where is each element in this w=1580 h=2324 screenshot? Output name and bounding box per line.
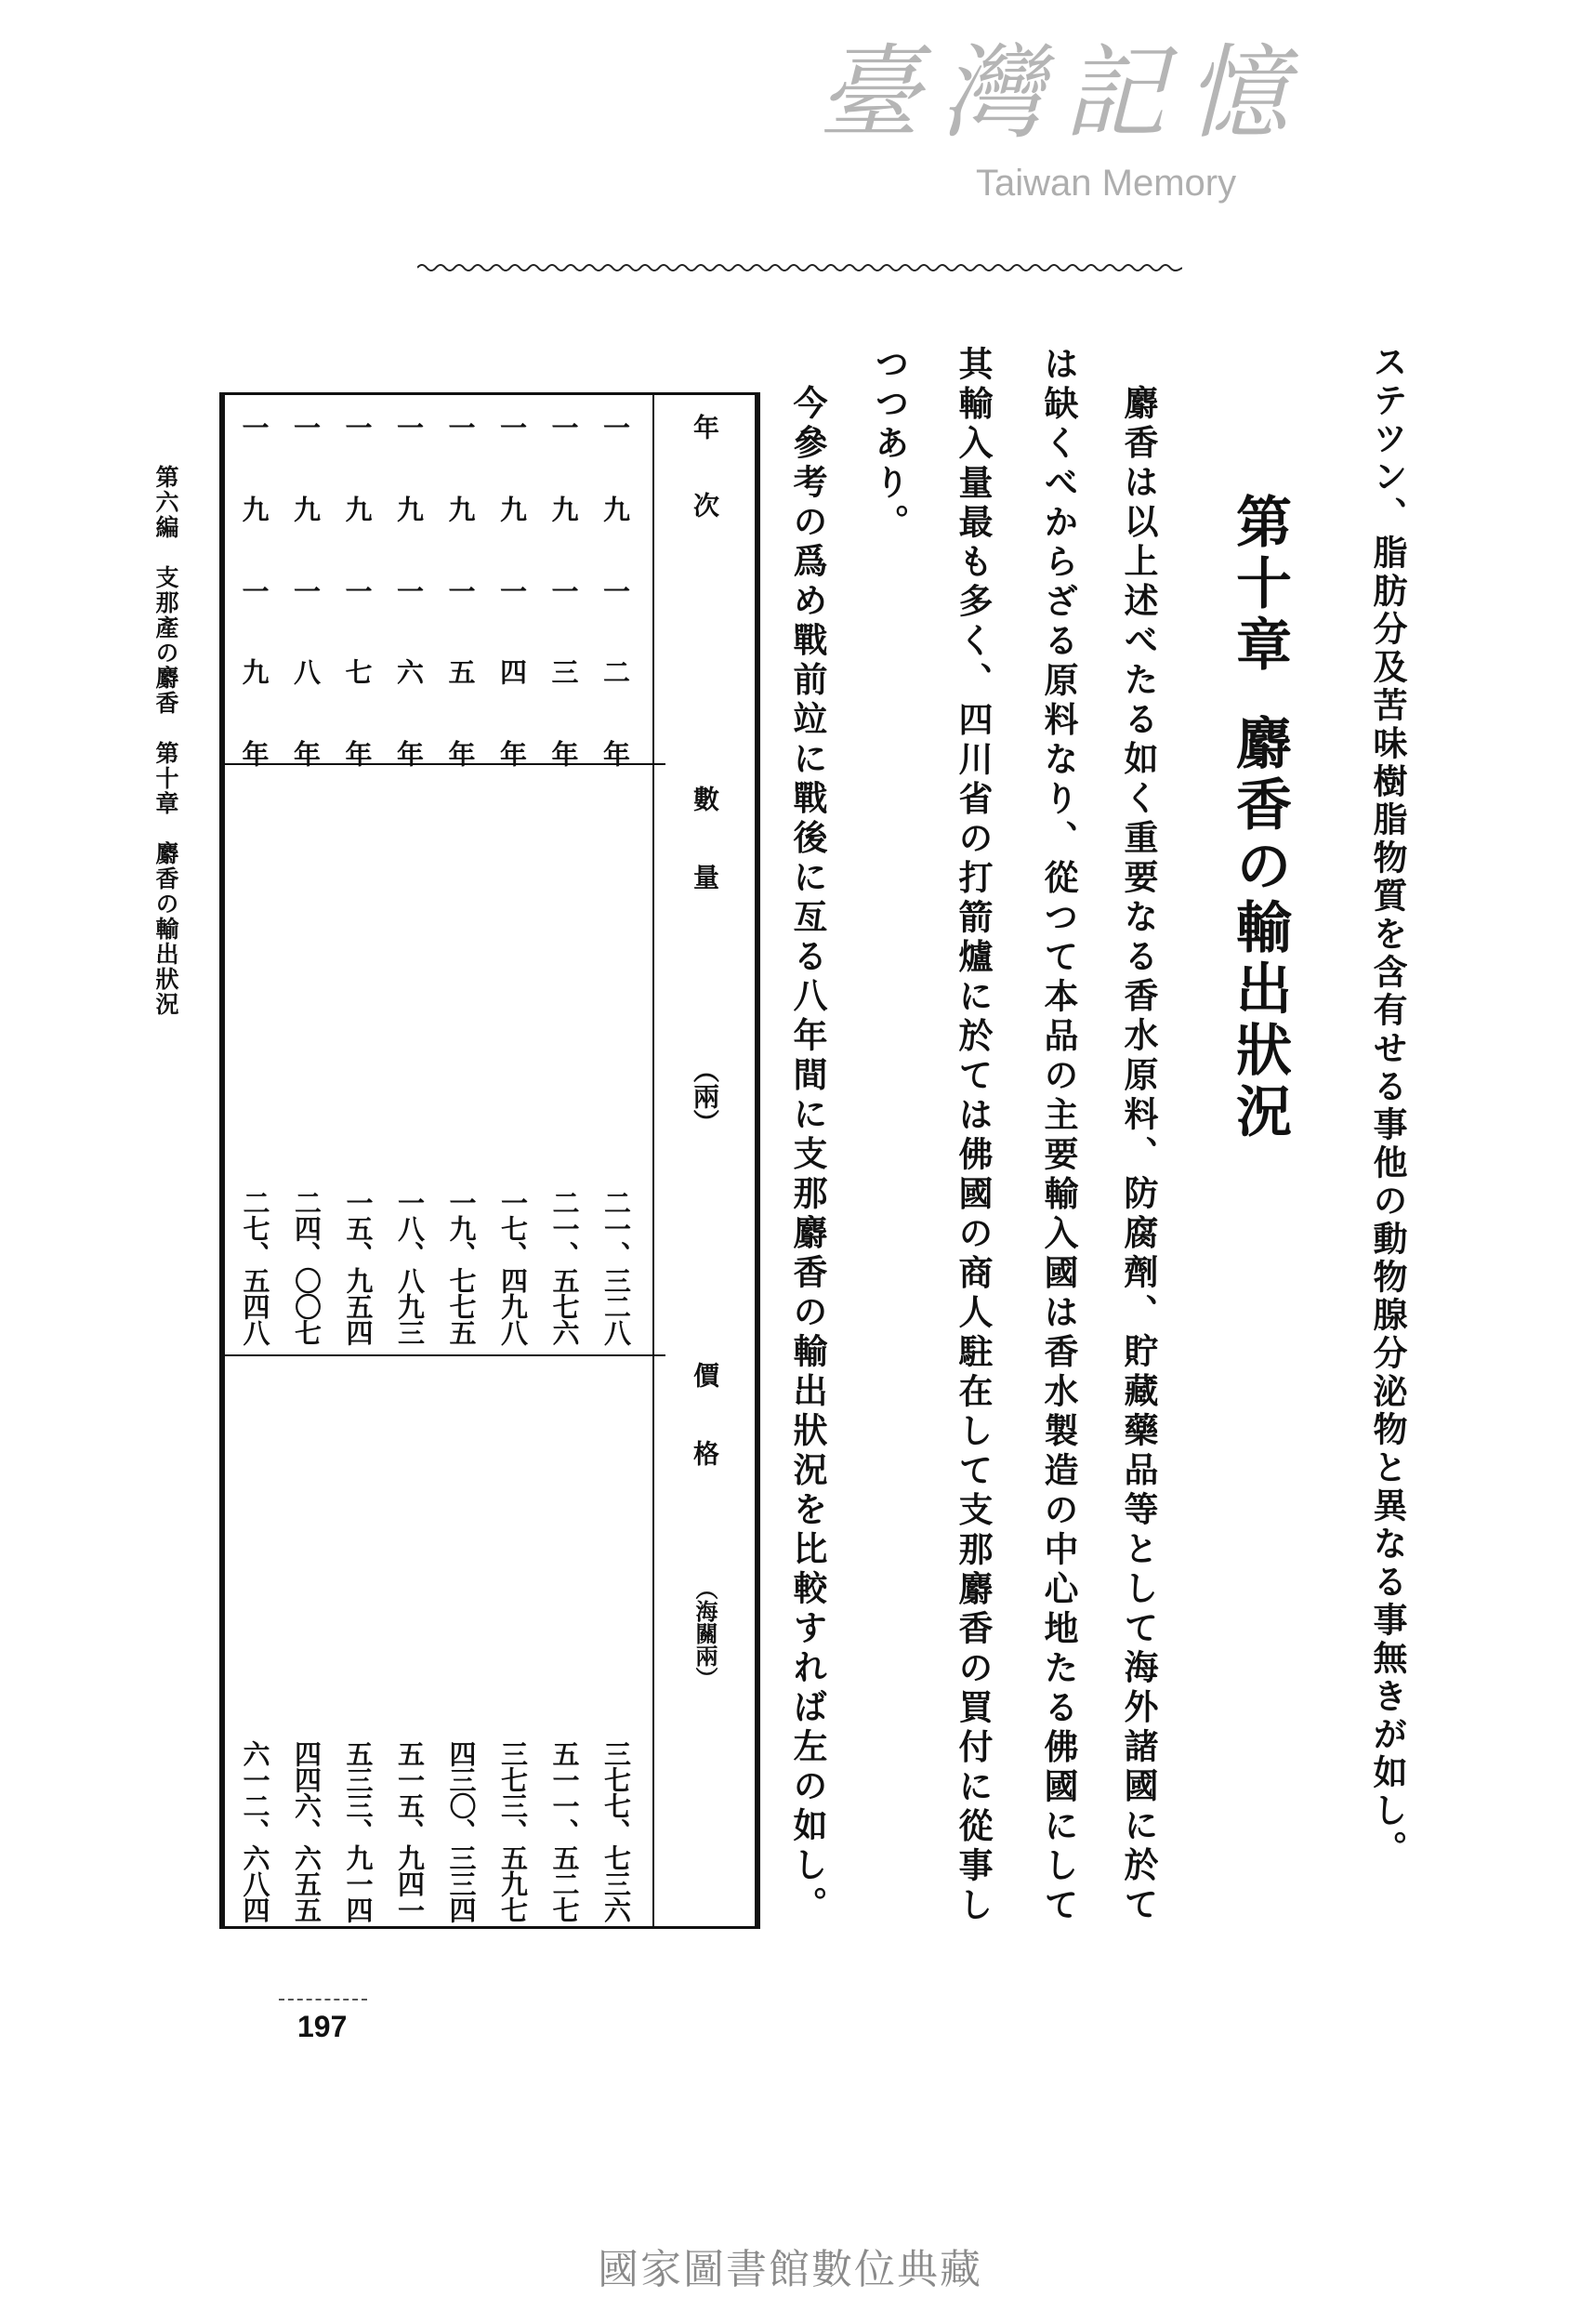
year-char: 年	[341, 740, 374, 767]
table-row	[333, 395, 384, 1926]
year-char: 一	[444, 414, 477, 441]
year-char: 年	[444, 740, 477, 767]
year-cell	[494, 414, 532, 767]
year-char: 一	[599, 414, 631, 441]
year-char: 一	[599, 576, 631, 604]
watermark-logo: 臺灣記憶	[818, 33, 1309, 152]
year-char: 九	[238, 658, 270, 686]
chapter-heading	[1219, 493, 1299, 1143]
year-char: 一	[341, 414, 374, 441]
header-price	[686, 1362, 723, 1920]
year-char: 九	[341, 495, 374, 522]
body-line-3: は缺くべからざる原料なり、從つて本品の主要輸入國は香水製造の中心地たる佛國にして	[1038, 346, 1079, 1926]
year-char: 六	[393, 658, 425, 686]
year-cell	[236, 414, 274, 767]
table-row	[590, 395, 641, 1926]
page-number: 197	[297, 2010, 348, 2043]
price-cell: 五三三、九一四	[342, 1740, 375, 1922]
year-char: 一	[393, 414, 425, 441]
body-line-1: ステツン、脂肪分及苦味樹脂物質を含有せる事他の動物腺分泌物と異なる事無きが如し。	[1367, 344, 1408, 1868]
year-char: 一	[496, 414, 528, 441]
year-cell	[546, 414, 584, 767]
price-cell: 三七七、七三六	[600, 1740, 632, 1922]
body-line-4: 其輸入量最も多く、四川省の打箭爐に於ては佛國の商人駐在して支那麝香の買付に從事し	[953, 346, 994, 1926]
quantity-cell: 二一、三二八	[600, 1189, 632, 1345]
year-char: 年	[238, 740, 270, 767]
year-cell	[287, 414, 325, 767]
year-char: 一	[547, 414, 580, 441]
chapter-number: 第十章	[1227, 493, 1292, 677]
price-cell: 四三〇、三三四	[445, 1740, 478, 1922]
table-row	[281, 395, 332, 1926]
header-price-label: 價 格	[690, 1362, 720, 1466]
body-line-2: 麝香は以上述べたる如く重要なる香水原料、防腐劑、貯藏藥品等として海外諸國に於て	[1118, 385, 1159, 1926]
year-char: 一	[341, 576, 374, 604]
chapter-title: 麝香の輸出狀況	[1227, 714, 1292, 1143]
year-char: 一	[393, 576, 425, 604]
year-cell	[339, 414, 377, 767]
year-char: 九	[444, 495, 477, 522]
year-char: 七	[341, 658, 374, 686]
body-line-5: つつあり。	[869, 346, 910, 544]
footer-archive-credit: 國家圖書館數位典藏	[598, 2246, 982, 2293]
table-row	[539, 395, 590, 1926]
quantity-cell: 一九、七七五	[445, 1189, 478, 1345]
year-char: 九	[599, 495, 631, 522]
table-header-column	[652, 395, 755, 1926]
running-header: 第六編 支那產の麝香 第十章 麝香の輸出狀況	[152, 465, 179, 1017]
year-char: 年	[393, 740, 425, 767]
year-char: 九	[238, 495, 270, 522]
year-char: 八	[290, 658, 322, 686]
header-quantity	[686, 786, 723, 1343]
quantity-cell: 二七、五四八	[239, 1189, 271, 1345]
header-quantity-label: 數 量	[690, 786, 720, 890]
watermark-text: Taiwan Memory	[976, 163, 1237, 204]
musk-export-table	[219, 392, 760, 1929]
year-char: 九	[393, 495, 425, 522]
year-char: 九	[547, 495, 580, 522]
year-char: 一	[238, 414, 270, 441]
year-char: 五	[444, 658, 477, 686]
price-cell: 六一二、六八四	[239, 1740, 271, 1922]
price-cell: 三七三、五九七	[497, 1740, 529, 1922]
year-cell	[442, 414, 481, 767]
year-char: 一	[496, 576, 528, 604]
quantity-cell: 一五、九五四	[342, 1189, 375, 1345]
quantity-cell: 二四、〇〇七	[291, 1189, 323, 1345]
year-char: 三	[547, 658, 580, 686]
table-row	[384, 395, 435, 1926]
decorative-wavy-rule	[417, 262, 1182, 273]
year-char: 一	[238, 576, 270, 604]
year-cell	[390, 414, 428, 767]
year-char: 一	[547, 576, 580, 604]
year-char: 四	[496, 658, 528, 686]
header-price-unit: （海關兩）	[691, 1578, 718, 1689]
price-cell: 五一五、九四一	[394, 1740, 426, 1922]
year-char: 年	[547, 740, 580, 767]
year-char: 年	[496, 740, 528, 767]
year-char: 一	[290, 576, 322, 604]
year-char: 年	[599, 740, 631, 767]
year-char: 九	[496, 495, 528, 522]
year-char: 一	[444, 576, 477, 604]
header-year: 年 次	[690, 414, 720, 518]
year-char: 二	[599, 658, 631, 686]
page-number-rule	[279, 1999, 367, 2000]
header-quantity-unit: （兩）	[690, 1057, 720, 1135]
body-line-6: 今參考の爲め戰前竝に戰後に亙る八年間に支那麝香の輸出狀況を比較すれば左の如し。	[787, 385, 828, 1926]
year-char: 九	[290, 495, 322, 522]
table-row	[436, 395, 487, 1926]
price-cell: 四四六、六五五	[291, 1740, 323, 1922]
price-cell: 五一一、五二七	[548, 1740, 581, 1922]
year-cell	[597, 414, 635, 767]
quantity-cell: 一七、四九八	[497, 1189, 529, 1345]
table-row	[230, 395, 281, 1926]
year-char: 年	[290, 740, 322, 767]
table-row	[487, 395, 538, 1926]
quantity-cell: 一八、八九三	[394, 1189, 426, 1345]
year-char: 一	[290, 414, 322, 441]
quantity-cell: 二一、五七六	[548, 1189, 581, 1345]
